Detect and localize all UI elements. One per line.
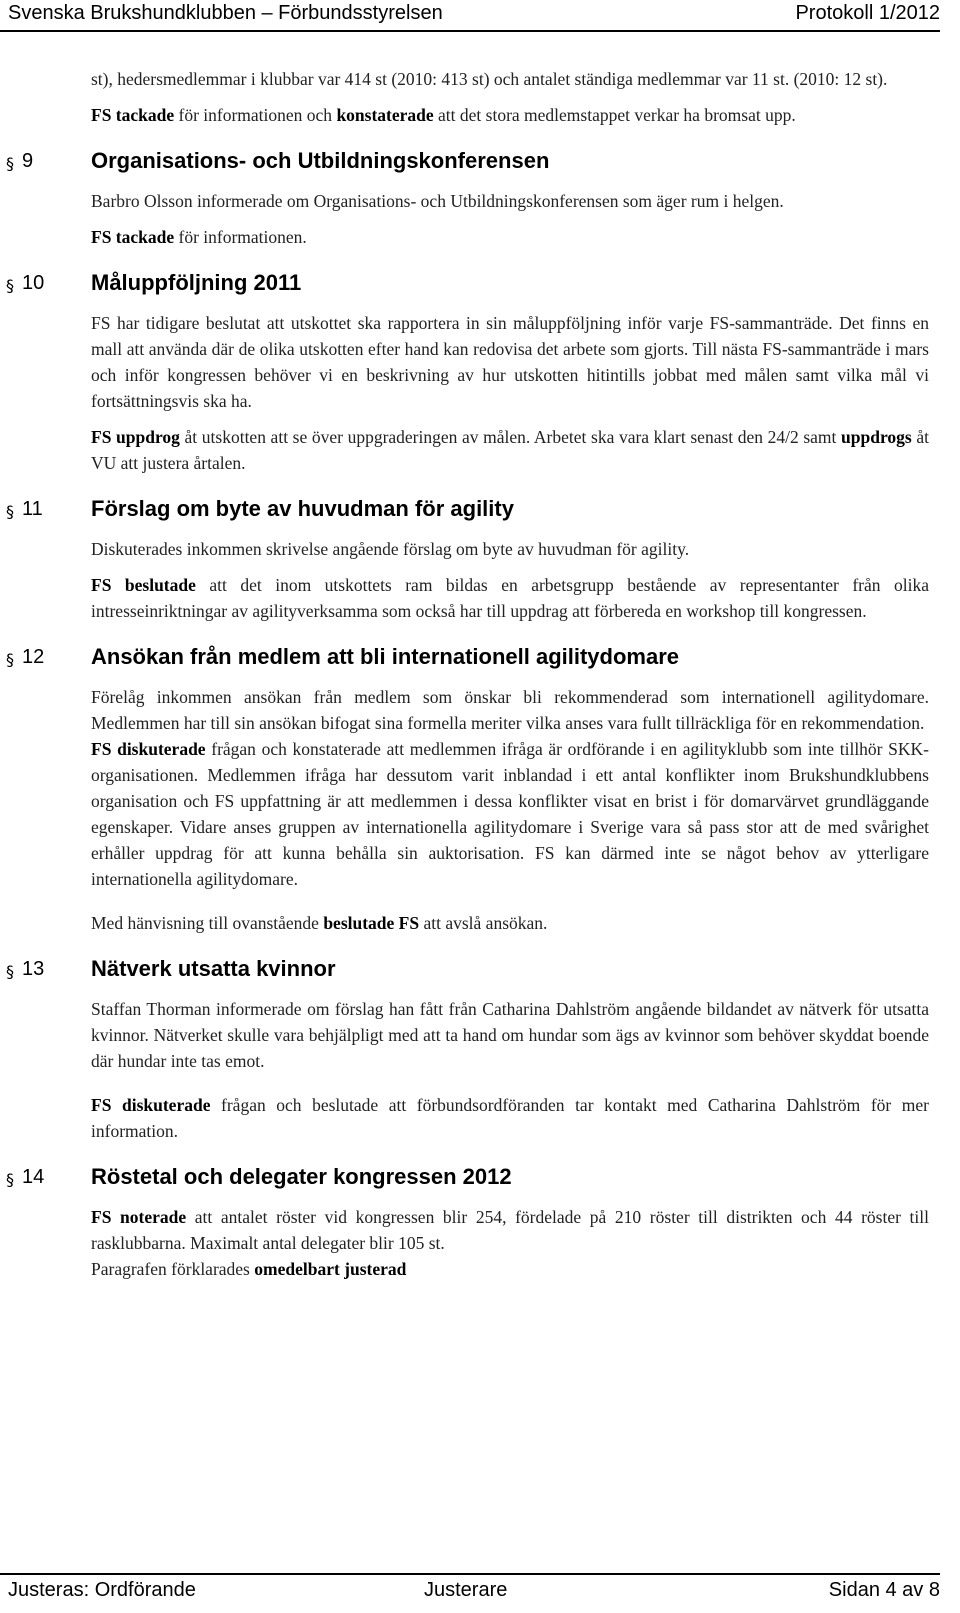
section-12-discussion: FS diskuterade frågan och konstaterade att medlemmen ifråga är ordförande i en agilityklubb som inte tillhör SKK-organisationen. Medlemmen ifråga har dessutom varit inblandad i ett antal konflikter inom Brukshundklubbens organisation och FS uppfattning är att medlemmen i dessa konflikter visat en brist i för domarvärvet grundläggande egenskaper. Vidare anses gruppen av internationella agilitydomare i Sverige vara så pass stor att de med svårighet erhåller uppdrag för att kunna behålla sin auktorisation. FS kan därmed inte se något behov av ytterligare internationella agilitydomare. [91, 739, 930, 889]
section-number: 9 [22, 150, 34, 172]
header-protocol-number: Protokoll 1/2012 [795, 2, 940, 24]
section-number: 14 [22, 1166, 45, 1188]
section-number: 13 [22, 958, 45, 980]
section-title: Nätverk utsatta kvinnor [91, 956, 336, 981]
section-heading-9 [0, 144, 940, 188]
header-divider [0, 30, 940, 32]
section-title: Organisations- och Utbildningskonferensen [91, 148, 550, 173]
section-10-decision: FS uppdrog åt utskotten att se över uppgraderingen av målen. Arbetet ska vara klart senast den 24/2 samt uppdrogs åt VU att justera årtalen. [91, 427, 929, 473]
section-11-paragraph: Diskuterades inkommen skrivelse angående förslag om byte av huvudman för agility. [91, 539, 690, 559]
section-13-decision: FS diskuterade frågan och beslutade att förbundsordföranden tar kontakt med Catharina Dahlström för mer information. [91, 1095, 929, 1141]
section-title: Måluppföljning 2011 [91, 270, 302, 295]
section-11-decision: FS beslutade att det inom utskottets ram bildas en arbetsgrupp bestående av representanter från olika intresseinriktningar av agilityverksamma som också har till uppdrag att förbereda en workshop till kongressen. [91, 575, 929, 621]
section-heading-14 [0, 1160, 940, 1204]
section-12-paragraph: Förelåg inkommen ansökan från medlem som önskar bli rekommenderad som internationell agilitydomare. Medlemmen har till sin ansökan bifogat sina formella meriter vilka anses vara fullt tillräckliga för en rekommendation. [91, 687, 929, 733]
page-header [0, 0, 940, 30]
section-marker-icon: § [6, 154, 14, 173]
footer-page-number: Sidan 4 av 8 [828, 1579, 940, 1601]
section-marker-icon: § [6, 502, 14, 521]
header-organization: Svenska Brukshundklubben – Förbundsstyrelsen [8, 2, 443, 24]
section-number: 11 [22, 498, 43, 520]
footer-divider [0, 1573, 940, 1575]
section-14-decision: FS noterade att antalet röster vid kongressen blir 254, fördelade på 210 röster till distrikten och 44 röster till rasklubbarna. Maximalt antal delegater blir 105 st. [91, 1207, 929, 1253]
intro-paragraph: st), hedersmedlemmar i klubbar var 414 st (2010: 413 st) och antalet ständiga medlemmar var 11 st. (2010: 12 st). [91, 69, 888, 89]
intro-decision: FS tackade för informationen och konstaterade att det stora medlemstappet verkar ha bromsat upp. [91, 105, 796, 125]
section-heading-11 [0, 492, 940, 536]
section-number: 10 [22, 272, 45, 294]
section-13-paragraph: Staffan Thorman informerade om förslag han fått från Catharina Dahlström angående bildandet av nätverk för utsatta kvinnor. Nätverket skulle vara behjälpligt med att ta hand om hundar som ägs av kvinnor som behöver skyddat boende där hundar inte tas emot. [91, 999, 929, 1071]
footer-signature-adjuster: Justerare [424, 1579, 508, 1601]
section-10-paragraph: FS har tidigare beslutat att utskottet ska rapportera in sin måluppföljning inför varje FS-sammanträde. Det finns en mall att använda där de olika utskotten efter hand kan redovisa det arbete som gjorts. Till nästa FS-sammanträde i mars och inför kongressen behöver vi en beskrivning av hur utskotten hitintills jobbat med målen samt vilka mål vi fortsättningsvis ska ha. [91, 313, 929, 411]
section-9-decision: FS tackade för informationen. [91, 227, 307, 247]
section-number: 12 [22, 646, 45, 668]
footer-signature-chair: Justeras: Ordförande [8, 1579, 196, 1601]
section-title: Röstetal och delegater kongressen 2012 [91, 1164, 512, 1189]
section-12-decision: Med hänvisning till ovanstående beslutade FS att avslå ansökan. [91, 913, 548, 933]
section-title: Ansökan från medlem att bli internationell agilitydomare [91, 644, 680, 669]
section-14-approval: Paragrafen förklarades omedelbart justerad [91, 1259, 407, 1279]
section-marker-icon: § [6, 962, 14, 981]
section-title: Förslag om byte av huvudman för agility [91, 496, 514, 521]
section-9-paragraph: Barbro Olsson informerade om Organisations- och Utbildningskonferensen som äger rum i helgen. [91, 191, 784, 211]
section-heading-10 [0, 266, 940, 310]
section-marker-icon: § [6, 276, 14, 295]
section-marker-icon: § [6, 650, 14, 669]
section-heading-12 [0, 640, 940, 684]
document-body [0, 66, 940, 1282]
section-marker-icon: § [6, 1170, 14, 1189]
page-footer [0, 1577, 940, 1607]
section-heading-13 [0, 952, 940, 996]
